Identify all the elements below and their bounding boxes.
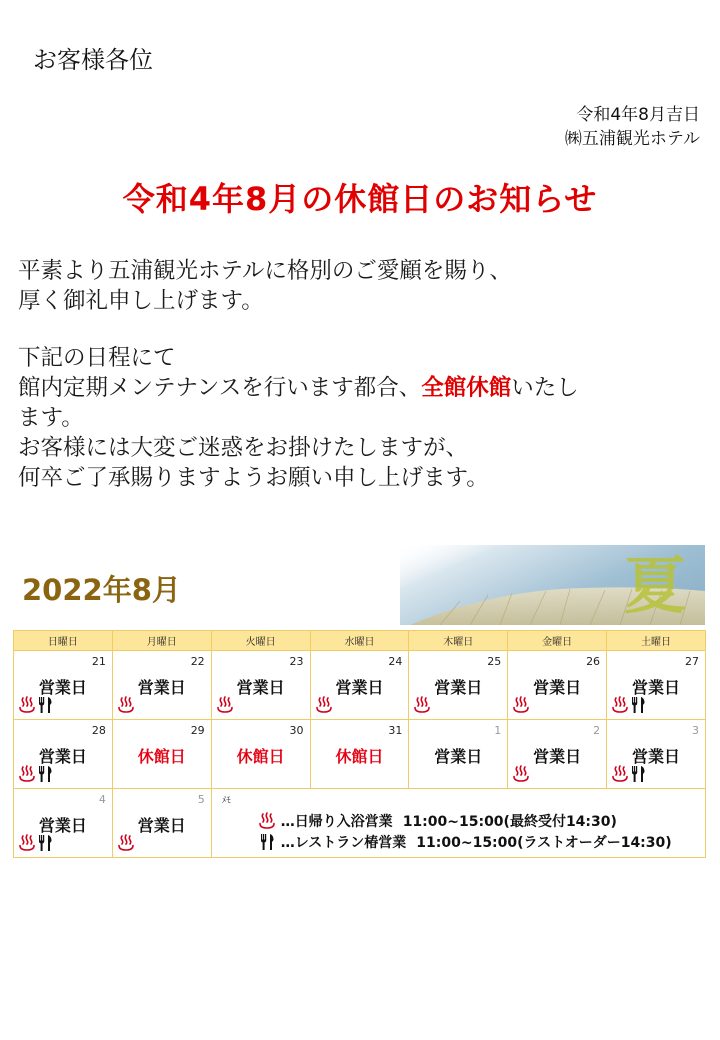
day-number: 5	[197, 793, 205, 806]
business-day-label: 営業日	[533, 747, 582, 766]
calendar-week-row	[14, 651, 706, 720]
business-day-label: 営業日	[236, 678, 285, 697]
day-number: 28	[91, 724, 106, 737]
calendar-day-cell	[409, 651, 508, 720]
day-number: 21	[91, 655, 106, 668]
notice-line-1: 下記の日程にて	[18, 345, 176, 371]
onsen-icon	[512, 696, 530, 714]
weekday-header: 金曜日	[508, 631, 607, 651]
business-day-label: 営業日	[533, 678, 582, 697]
calendar-day-cell	[211, 651, 310, 720]
closed-day-label: 休館日	[335, 747, 384, 766]
business-day-label: 営業日	[632, 747, 681, 766]
memo-hours-text: 11:00~15:00(最終受付14:30)	[402, 814, 617, 830]
business-day-label: 営業日	[38, 747, 87, 766]
day-number: 30	[289, 724, 304, 737]
calendar-day-cell	[409, 720, 508, 789]
day-number: 2	[593, 724, 601, 737]
day-number: 1	[494, 724, 502, 737]
calendar-day-cell	[607, 651, 706, 720]
notice-title: 令和4年8月の休館日のお知らせ	[122, 180, 598, 218]
business-day-label: 営業日	[38, 816, 87, 835]
onsen-icon	[315, 696, 333, 714]
notice-line-2	[18, 373, 708, 403]
issue-date: 令和4年8月吉日	[576, 105, 700, 125]
day-number: 4	[98, 793, 106, 806]
onsen-icon	[512, 765, 530, 783]
full-closure-emphasis: 全館休館	[421, 375, 512, 401]
memo-line	[257, 832, 672, 852]
onsen-icon	[18, 765, 36, 783]
onsen-icon	[216, 696, 234, 714]
calendar-day-cell	[607, 720, 706, 789]
notice-line-5: 何卒ご了承賜りますようお願い申し上げます。	[18, 465, 489, 491]
calendar-day-cell	[211, 720, 310, 789]
notice-line-2-pre: 館内定期メンテナンスを行います都合、	[18, 375, 422, 401]
service-icons	[611, 696, 646, 714]
memo-service-text: …レストラン椿営業	[280, 835, 407, 851]
summer-kanji-stamp: 夏	[623, 549, 686, 622]
notice-line-4: お客様には大変ご迷惑をお掛けたしますが、	[18, 435, 469, 461]
onsen-icon	[117, 834, 135, 852]
onsen-icon	[257, 812, 277, 830]
date-block	[565, 103, 700, 151]
onsen-icon	[611, 696, 629, 714]
memo-hours-text: 11:00~15:00(ラストオーダー14:30)	[416, 835, 672, 851]
restaurant-icon	[37, 765, 53, 783]
day-number: 23	[289, 655, 304, 668]
service-icons	[512, 765, 530, 783]
day-number: 29	[190, 724, 205, 737]
service-icons	[18, 696, 53, 714]
business-day-label: 営業日	[137, 678, 186, 697]
restaurant-icon	[37, 834, 53, 852]
month-heading: 2022年8月	[22, 573, 181, 607]
calendar-table	[13, 630, 706, 858]
day-number: 31	[388, 724, 403, 737]
business-day-label: 営業日	[38, 678, 87, 697]
memo-line	[257, 811, 617, 831]
service-icons	[611, 765, 646, 783]
service-icons	[315, 696, 333, 714]
greeting-line-2: 厚く御礼申し上げます。	[18, 288, 264, 314]
service-icons	[216, 696, 234, 714]
onsen-icon	[117, 696, 135, 714]
day-number: 3	[692, 724, 699, 737]
day-number: 24	[388, 655, 403, 668]
service-icons	[413, 696, 431, 714]
day-number: 27	[685, 655, 699, 668]
weekday-header: 火曜日	[211, 631, 310, 651]
weekday-header: 日曜日	[14, 631, 113, 651]
onsen-icon	[18, 696, 36, 714]
calendar-day-cell	[508, 651, 607, 720]
business-day-label: 営業日	[335, 678, 384, 697]
business-day-label: 営業日	[632, 678, 681, 697]
weekday-header: 木曜日	[409, 631, 508, 651]
notice-line-3: ます。	[18, 405, 84, 431]
weekday-header: 月曜日	[112, 631, 211, 651]
calendar-day-cell	[112, 720, 211, 789]
service-icons	[18, 834, 53, 852]
service-icons	[117, 834, 135, 852]
calendar-day-cell	[310, 720, 409, 789]
calendar-day-cell	[14, 789, 113, 858]
closed-day-label: 休館日	[137, 747, 186, 766]
service-icons	[18, 765, 53, 783]
business-day-label: 営業日	[434, 678, 483, 697]
greeting-paragraph	[18, 256, 708, 316]
onsen-icon	[413, 696, 431, 714]
restaurant-icon	[630, 765, 646, 783]
calendar-day-cell	[14, 720, 113, 789]
calendar-day-cell	[112, 789, 211, 858]
weekday-header: 水曜日	[310, 631, 409, 651]
business-day-label: 営業日	[137, 816, 186, 835]
business-day-label: 営業日	[434, 747, 483, 766]
calendar-week-row	[14, 789, 706, 858]
day-number: 22	[190, 655, 205, 668]
calendar-day-cell	[508, 720, 607, 789]
closed-day-label: 休館日	[236, 747, 285, 766]
restaurant-icon	[630, 696, 646, 714]
onsen-icon	[611, 765, 629, 783]
salutation: お客様各位	[33, 46, 153, 74]
greeting-line-1: 平素より五浦観光ホテルに格別のご愛顧を賜り、	[18, 258, 512, 284]
weekday-header-row	[14, 631, 706, 651]
service-icons	[117, 696, 135, 714]
calendar-day-cell	[112, 651, 211, 720]
restaurant-icon	[257, 833, 277, 851]
calendar-day-cell	[14, 651, 113, 720]
notice-paragraph	[18, 343, 708, 493]
memo-service-text: …日帰り入浴営業	[280, 814, 393, 830]
calendar-week-row	[14, 720, 706, 789]
day-number: 26	[586, 655, 601, 668]
restaurant-icon	[37, 696, 53, 714]
weekday-header: 土曜日	[607, 631, 706, 651]
memo-label: ﾒﾓ	[221, 796, 231, 806]
day-number: 25	[487, 655, 502, 668]
memo-cell	[211, 789, 705, 858]
onsen-icon	[18, 834, 36, 852]
company-name: ㈱五浦観光ホテル	[564, 129, 700, 149]
calendar-day-cell	[310, 651, 409, 720]
notice-line-2-post: いたし	[511, 375, 579, 401]
service-icons	[512, 696, 530, 714]
